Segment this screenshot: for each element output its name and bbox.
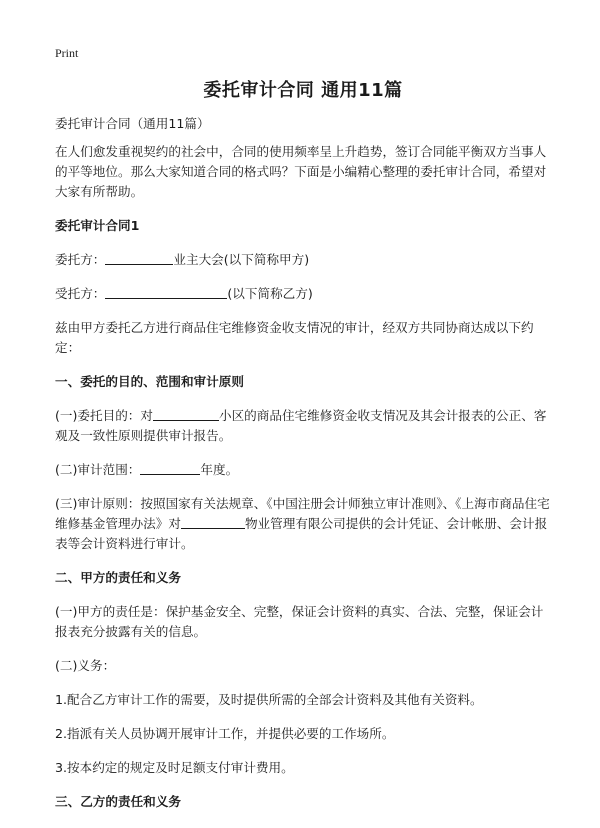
section-heading-2: 二、甲方的责任和义务 bbox=[55, 570, 181, 585]
principle-prefix: (三)审计原则：按照国家有关法规章、《中国注册会计师独立审计准则》、《上海市商品住宅维修基金管理办法》对 bbox=[55, 496, 550, 531]
obligation-item-1: 1.配合乙方审计工作的需要，及时提供所需的全部会计资料及其他有关资料。 bbox=[55, 692, 483, 707]
intro-paragraph: 在人们愈发重视契约的社会中，合同的使用频率呈上升趋势，签订合同能平衡双方当事人的平等地位。那么大家知道合同的格式吗？下面是小编精心整理的委托审计合同，希望对大家有所帮助。 bbox=[55, 144, 547, 199]
document-subtitle: 委托审计合同（通用11篇） bbox=[55, 116, 210, 131]
scope-prefix: (二)审计范围： bbox=[55, 462, 141, 477]
obligations-label: (二)义务： bbox=[55, 658, 116, 673]
principle-paragraph bbox=[55, 494, 551, 554]
purpose-paragraph bbox=[55, 406, 551, 446]
purpose-suffix: 小区的商品住宅维修资金收支情况及其会计报表的公正、客观及一致性原则提供审计报告。 bbox=[55, 408, 547, 443]
agreement-paragraph: 兹由甲方委托乙方进行商品住宅维修资金收支情况的审计，经双方共同协商达成以下约定： bbox=[55, 320, 534, 355]
obligation-item-3: 3.按本约定的规定及时足额支付审计费用。 bbox=[55, 760, 294, 775]
contractor-label: 受托方： bbox=[55, 286, 106, 301]
section-heading-3: 三、乙方的责任和义务 bbox=[55, 794, 181, 809]
purpose-prefix: (一)委托目的：对 bbox=[55, 408, 153, 423]
section-heading-1: 一、委托的目的、范围和审计原则 bbox=[55, 374, 244, 389]
client-name-blank bbox=[105, 251, 173, 265]
duty-paragraph: (一)甲方的责任是：保护基金安全、完整，保证会计资料的真实、合法、完整，保证会计报表充分披露有关的信息。 bbox=[55, 604, 544, 639]
scope-suffix: 年度。 bbox=[200, 462, 239, 477]
principle-suffix: 物业管理有限公司提供的会计凭证、会计帐册、会计报表等会计资料进行审计。 bbox=[55, 516, 548, 551]
contractor-suffix: (以下简称乙方) bbox=[227, 286, 313, 301]
scope-paragraph bbox=[55, 460, 551, 480]
print-link[interactable]: Print bbox=[55, 46, 79, 60]
contract-heading: 委托审计合同1 bbox=[55, 218, 140, 233]
obligation-item-2: 2.指派有关人员协调开展审计工作，并提供必要的工作场所。 bbox=[55, 726, 395, 741]
contractor-line bbox=[55, 284, 551, 304]
client-suffix: 业主大会(以下简称甲方) bbox=[173, 252, 310, 267]
company-name-blank bbox=[181, 515, 245, 529]
contractor-name-blank bbox=[105, 285, 227, 299]
client-line bbox=[55, 250, 551, 270]
community-name-blank bbox=[153, 407, 219, 421]
document-body bbox=[55, 78, 551, 826]
year-blank bbox=[140, 461, 200, 475]
document-title: 委托审计合同 通用11篇 bbox=[203, 80, 403, 101]
client-label: 委托方： bbox=[55, 252, 106, 267]
